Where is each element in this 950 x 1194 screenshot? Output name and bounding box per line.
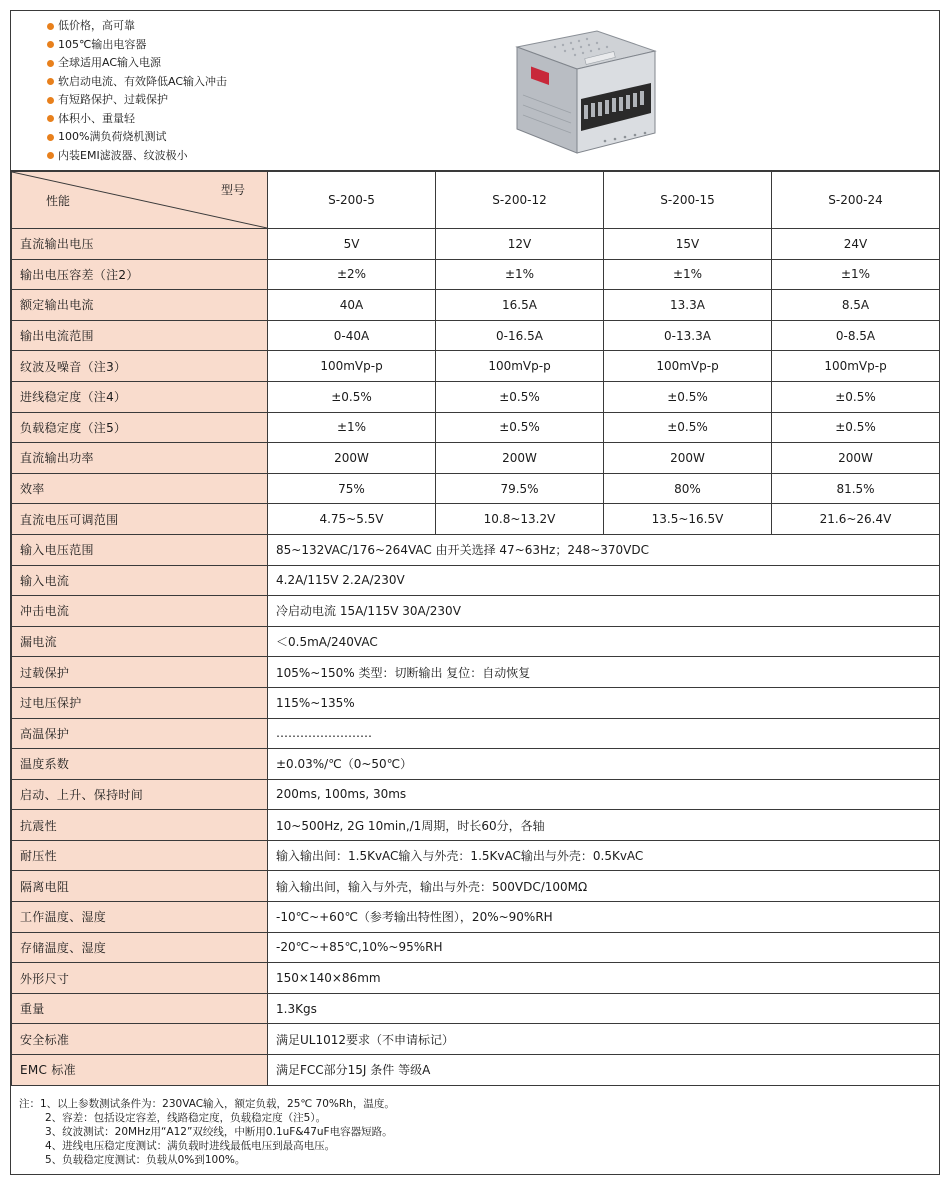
row-value: 16.5A <box>436 290 604 321</box>
table-row <box>12 320 940 351</box>
table-row <box>12 443 940 474</box>
bullet-icon <box>47 23 54 30</box>
row-value: 0-40A <box>268 320 436 351</box>
row-value: 200ms, 100ms, 30ms <box>268 779 940 810</box>
row-value: ±2% <box>268 259 436 290</box>
row-value: 200W <box>772 443 940 474</box>
feature-text: 内装EMI滤波器、纹波极小 <box>58 148 188 162</box>
row-label: 启动、上升、保持时间 <box>12 779 268 810</box>
row-value: 115%~135% <box>268 687 940 718</box>
row-value: 0-16.5A <box>436 320 604 351</box>
feature-item <box>47 147 227 166</box>
row-label: 工作温度、湿度 <box>12 902 268 933</box>
table-row <box>12 1024 940 1055</box>
row-value: -20℃~+85℃,10%~95%RH <box>268 932 940 963</box>
row-value: 15V <box>604 229 772 260</box>
row-value: 24V <box>772 229 940 260</box>
row-value: 100mVp-p <box>436 351 604 382</box>
feature-item <box>47 110 227 129</box>
feature-item <box>47 73 227 92</box>
row-label: 输出电流范围 <box>12 320 268 351</box>
feature-text: 全球适用AC输入电源 <box>58 56 162 69</box>
row-value: ±0.03%/℃（0~50℃） <box>268 749 940 780</box>
feature-text: 低价格，高可靠 <box>58 19 135 32</box>
table-row <box>12 1055 940 1086</box>
row-value: 满足FCC部分15J 条件 等级A <box>268 1055 940 1086</box>
row-value: 13.5~16.5V <box>604 504 772 535</box>
feature-text: 有短路保护、过载保护 <box>58 93 168 106</box>
row-label: 直流输出功率 <box>12 443 268 474</box>
row-value: 0-13.3A <box>604 320 772 351</box>
table-row <box>12 229 940 260</box>
row-label: 直流电压可调范围 <box>12 504 268 535</box>
row-value: ±1% <box>436 259 604 290</box>
spec-table <box>11 171 940 1086</box>
model-header: S-200-5 <box>268 172 436 229</box>
row-value: ±0.5% <box>772 412 940 443</box>
row-value: 输入输出间：1.5KvAC输入与外壳：1.5KvAC输出与外壳：0.5KvAC <box>268 840 940 871</box>
table-header-row <box>12 172 940 229</box>
row-value: ±1% <box>772 259 940 290</box>
table-row <box>12 657 940 688</box>
row-label: 漏电流 <box>12 626 268 657</box>
row-value: 100mVp-p <box>268 351 436 382</box>
row-value: 200W <box>436 443 604 474</box>
row-value: ±0.5% <box>604 412 772 443</box>
row-label: 直流输出电压 <box>12 229 268 260</box>
table-row <box>12 565 940 596</box>
row-value: 80% <box>604 473 772 504</box>
feature-item <box>47 36 227 55</box>
row-label: 过电压保护 <box>12 687 268 718</box>
row-label: 输出电压容差（注2） <box>12 259 268 290</box>
table-row <box>12 932 940 963</box>
row-label: 负载稳定度（注5） <box>12 412 268 443</box>
row-value: 输入输出间，输入与外壳，输出与外壳：500VDC/100MΩ <box>268 871 940 902</box>
row-value: 12V <box>436 229 604 260</box>
table-row <box>12 963 940 994</box>
power-supply-unit-photo <box>505 25 665 161</box>
row-value: 79.5% <box>436 473 604 504</box>
row-value: 4.75~5.5V <box>268 504 436 535</box>
table-row <box>12 749 940 780</box>
bullet-icon <box>47 97 54 104</box>
header-corner-cell <box>12 172 268 229</box>
feature-item <box>47 17 227 36</box>
footnote-line: 2、容差：包括设定容差，线路稳定度，负载稳定度（注5）。 <box>45 1112 327 1124</box>
row-label: 抗震性 <box>12 810 268 841</box>
row-value: 10~500Hz, 2G 10min,/1周期，时长60分，各轴 <box>268 810 940 841</box>
row-label: 冲击电流 <box>12 596 268 627</box>
row-label: 效率 <box>12 473 268 504</box>
row-label: 额定输出电流 <box>12 290 268 321</box>
row-value: 200W <box>268 443 436 474</box>
row-label: 过载保护 <box>12 657 268 688</box>
model-header: S-200-12 <box>436 172 604 229</box>
row-label: 纹波及噪音（注3） <box>12 351 268 382</box>
table-row <box>12 290 940 321</box>
row-value: 4.2A/115V 2.2A/230V <box>268 565 940 596</box>
row-label: 存储温度、湿度 <box>12 932 268 963</box>
feature-text: 体积小、重量轻 <box>58 111 135 125</box>
footnote-line: 5、负载稳定度测试：负载从0%到100%。 <box>45 1154 246 1166</box>
row-value: ±1% <box>604 259 772 290</box>
table-row <box>12 412 940 443</box>
row-label: 重量 <box>12 993 268 1024</box>
footnote-line: 注：1、以上参数测试条件为：230VAC输入，额定负载，25℃ 70%Rh，温度。 <box>19 1098 395 1110</box>
row-label: 耐压性 <box>12 840 268 871</box>
row-value: 85~132VAC/176~264VAC 由开关选择 47~63Hz；248~370VDC <box>268 534 940 565</box>
table-row <box>12 902 940 933</box>
row-label: 输入电流 <box>12 565 268 596</box>
model-header: S-200-15 <box>604 172 772 229</box>
bullet-icon <box>47 78 54 85</box>
row-value: 10.8~13.2V <box>436 504 604 535</box>
feature-text: 软启动电流、有效降低AC输入冲击 <box>58 74 228 88</box>
feature-list <box>47 17 227 165</box>
row-value: 100mVp-p <box>772 351 940 382</box>
row-value: …………………… <box>268 718 940 749</box>
table-row <box>12 718 940 749</box>
table-row <box>12 351 940 382</box>
row-value: 75% <box>268 473 436 504</box>
table-row <box>12 871 940 902</box>
row-label: 温度系数 <box>12 749 268 780</box>
footnotes <box>19 1097 395 1167</box>
row-value: 200W <box>604 443 772 474</box>
row-value: ±0.5% <box>604 381 772 412</box>
table-row <box>12 993 940 1024</box>
spec-sheet <box>10 10 940 1175</box>
bullet-icon <box>47 115 54 122</box>
row-label: 进线稳定度（注4） <box>12 381 268 412</box>
footnote-line: 3、纹波测试：20MHz用“A12”双绞线，中断用0.1uF&47uF电容器短路。 <box>45 1126 393 1138</box>
row-value: 1.3Kgs <box>268 993 940 1024</box>
feature-item <box>47 54 227 73</box>
row-value: ±0.5% <box>268 381 436 412</box>
row-value: 0-8.5A <box>772 320 940 351</box>
row-label: 隔离电阻 <box>12 871 268 902</box>
row-value: 100mVp-p <box>604 351 772 382</box>
table-row <box>12 596 940 627</box>
row-label: 高温保护 <box>12 718 268 749</box>
row-value: 13.3A <box>604 290 772 321</box>
row-value: 105%~150% 类型：切断输出 复位：自动恢复 <box>268 657 940 688</box>
table-row <box>12 779 940 810</box>
row-value: ±0.5% <box>436 412 604 443</box>
table-row <box>12 259 940 290</box>
row-value: 满足UL1012要求（不申请标记） <box>268 1024 940 1055</box>
table-row <box>12 840 940 871</box>
row-label: 外形尺寸 <box>12 963 268 994</box>
row-value: 150×140×86mm <box>268 963 940 994</box>
row-value: 5V <box>268 229 436 260</box>
row-value: ±0.5% <box>436 381 604 412</box>
table-row <box>12 810 940 841</box>
header-model-label: 型号 <box>220 183 245 197</box>
row-value: ±0.5% <box>772 381 940 412</box>
table-row <box>12 381 940 412</box>
row-label: 输入电压范围 <box>12 534 268 565</box>
bullet-icon <box>47 41 54 48</box>
table-row <box>12 473 940 504</box>
row-label: 安全标准 <box>12 1024 268 1055</box>
feature-text: 100%满负荷烧机测试 <box>58 130 167 143</box>
table-row <box>12 687 940 718</box>
model-header: S-200-24 <box>772 172 940 229</box>
header-performance-label: 性能 <box>46 194 71 208</box>
row-value: ±1% <box>268 412 436 443</box>
feature-section <box>11 11 939 171</box>
bullet-icon <box>47 60 54 67</box>
feature-item <box>47 128 227 147</box>
table-row <box>12 626 940 657</box>
bullet-icon <box>47 134 54 141</box>
feature-item <box>47 91 227 110</box>
bullet-icon <box>47 152 54 159</box>
row-label: EMC 标准 <box>12 1055 268 1086</box>
row-value: ＜0.5mA/240VAC <box>268 626 940 657</box>
row-value: -10℃~+60℃（参考输出特性图），20%~90%RH <box>268 902 940 933</box>
footnote-line: 4、进线电压稳定度测试：满负载时进线最低电压到最高电压。 <box>45 1140 336 1152</box>
table-row <box>12 504 940 535</box>
row-value: 40A <box>268 290 436 321</box>
feature-text: 105℃输出电容器 <box>58 37 147 51</box>
row-value: 81.5% <box>772 473 940 504</box>
table-row <box>12 534 940 565</box>
row-value: 21.6~26.4V <box>772 504 940 535</box>
row-value: 8.5A <box>772 290 940 321</box>
row-value: 冷启动电流 15A/115V 30A/230V <box>268 596 940 627</box>
